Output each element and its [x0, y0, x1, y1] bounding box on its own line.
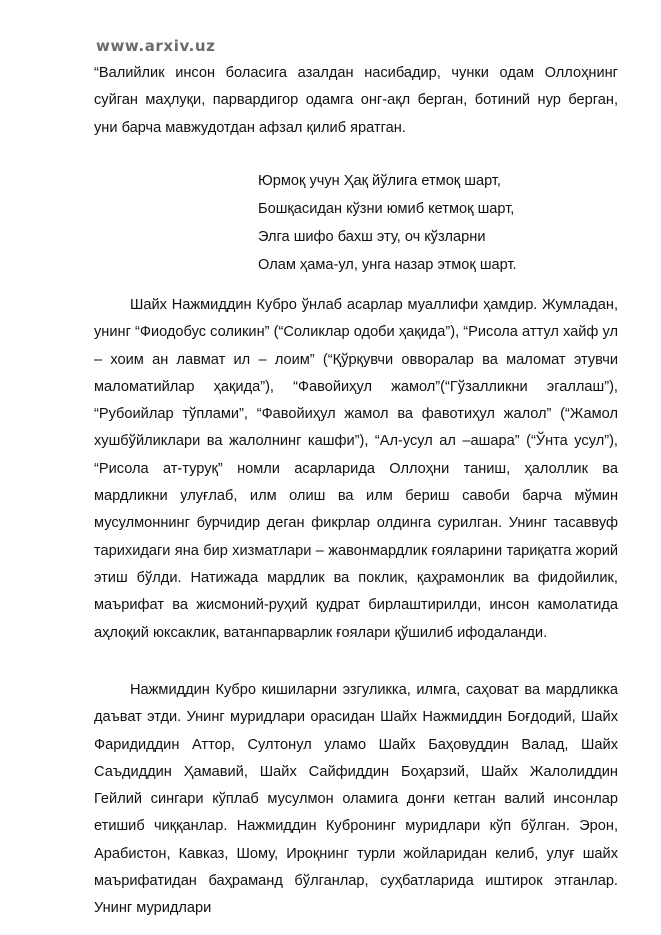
poem-line-3: Элга шифо бахш эту, оч кўзларни: [258, 229, 486, 245]
poem-line-1: Юрмоқ учун Ҳақ йўлига етмоқ шарт,: [258, 173, 501, 189]
site-watermark: www.arxiv.uz: [96, 37, 216, 55]
poem-line-4: Олам ҳама-ул, унга назар этмоқ шарт.: [258, 257, 517, 273]
body-paragraph-disciples: Нажмиддин Кубро кишиларни эзгуликка, илмга, саҳоват ва мардликка даъват этди. Унинг муридлари орасидан Шайх Нажмиддин Боғдодий, Шайх Фаридиддин Аттор, Султонул уламо Шайх Баҳовуддин Валад, Шайх Саъдиддин Ҳамавий, Шайх Сайфиддин Боҳарзий, Шайх Жалолиддин Гейлий сингари кўплаб мусулмон оламига донғи кетган валий инсонлар етишиб чиққанлар. Нажмиддин Кубронинг муридлари кўп бўлган. Эрон, Арабистон, Кавказ, Шому, Ироқнинг турли жойларидан келиб, улуғ шайх маърифатидан баҳраманд бўлганлар, суҳбатларида иштирок этганлар. Унинг муридлари: [94, 682, 618, 917]
intro-paragraph: “Валийлик инсон боласига азалдан насибадир, чунки одам Оллоҳнинг суйган маҳлуқи, парвардигор одамга онг-ақл берган, ботиний нур берган, уни барча мавжудотдан афзал қилиб яратган.: [94, 65, 618, 136]
poem-line-2: Бошқасидан кўзни юмиб кетмоқ шарт,: [258, 201, 515, 217]
body-paragraph-works: Шайх Нажмиддин Кубро ўнлаб асарлар муаллифи ҳамдир. Жумладан, унинг “Фиодобус соликин” (“Соликлар одоби ҳақида”), “Рисола аттул хайф ул – хоим ан лавмат ил – лоим” (“Қўрқувчи овворалар ва маломат этувчи маломатийлар ҳақида”), “Фавойиҳул жамол”(“Гўзалликни эгаллаш”), “Рубоийлар тўплами”, “Фавойиҳул жамол ва фавотиҳул жалол” (“Жамол хушбўйликлари ва жалолнинг кашфи”), “Ал-усул ал –ашара” (“Ўнта усул”), “Рисола ат-туруқ” номли асарларида Оллоҳни таниш, ҳалоллик ва мардликни улуғлаб, илм олиш ва илм бериш савоби барча мўмин мусулмоннинг бурчидир деган фикрлар олдинга сурилган. Унинг тасаввуф тарихидаги яна бир хизматлари – жавонмардлик ғояларини тариқатга жорий этиш бўлди. Натижада мардлик ва поклик, қаҳрамонлик ва фидойилик, маърифат ва жисмоний-руҳий қудрат бирлаштирилди, инсон камолатида аҳлоқий юксаклик, ватанпарварлик ғоялари қўшилиб ифодаланди.: [94, 297, 618, 641]
poem-quatrain: [258, 167, 517, 279]
